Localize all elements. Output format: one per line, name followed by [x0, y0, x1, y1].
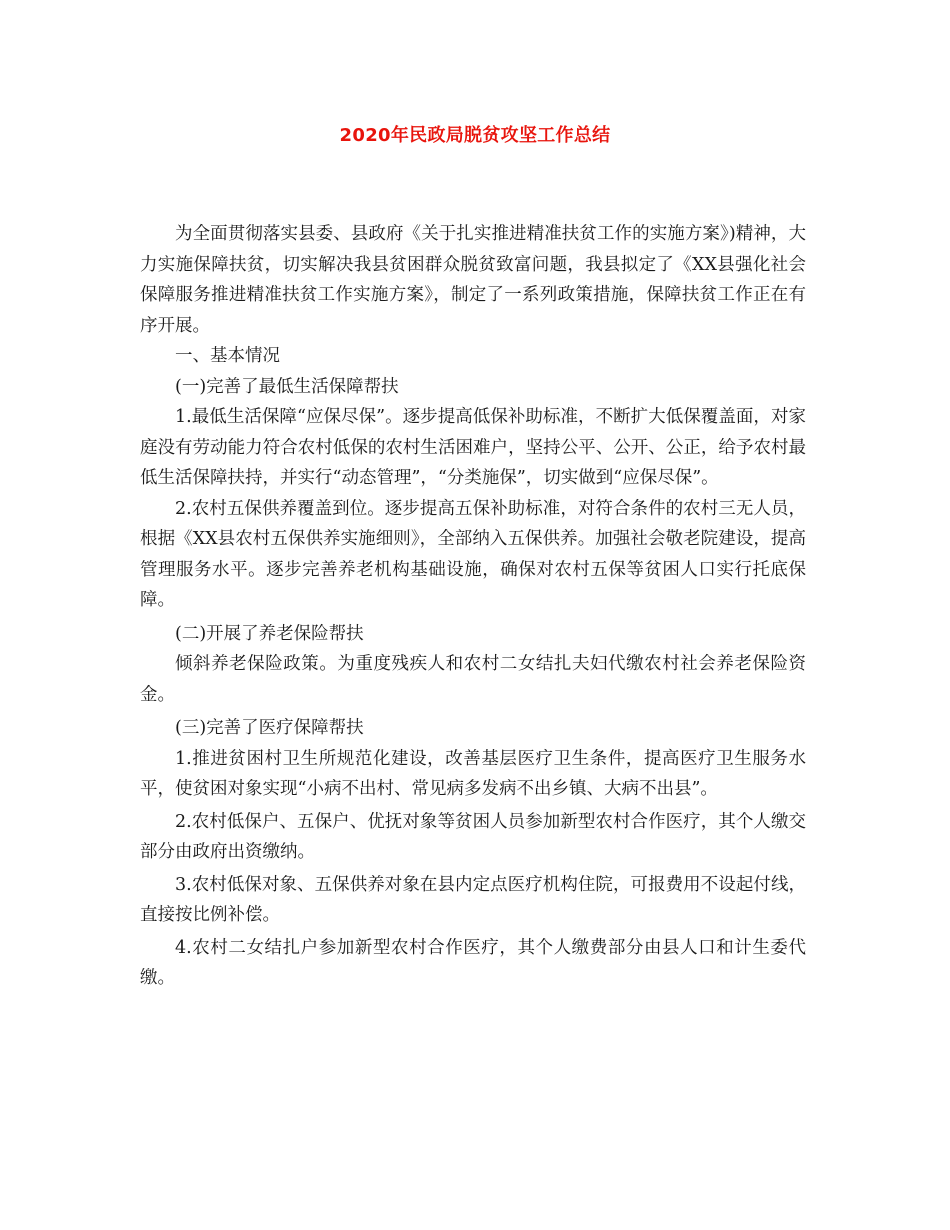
paragraph-item: 2.农村五保供养覆盖到位。逐步提高五保补助标准，对符合条件的农村三无人员，根据《XX县农村五保供养实施细则》，全部纳入五保供养。加强社会敬老院建设，提高管理服务水平。逐步完善养老机构基础设施，确保对农村五保等贫困人口实行托底保障。 — [140, 498, 806, 610]
paragraph-intro: 为全面贯彻落实县委、县政府《关于扎实推进精准扶贫工作的实施方案》)精神，大力实施保障扶贫，切实解决我县贫困群众脱贫致富问题，我县拟定了《XX县强化社会保障服务推进精准扶贫工作实施方案》，制定了一系列政策措施，保障扶贫工作正在有序开展。 — [140, 224, 806, 336]
paragraph-item: 1.最低生活保障“应保尽保”。逐步提高低保补助标准，不断扩大低保覆盖面，对家庭没有劳动能力符合农村低保的农村生活困难户，坚持公平、公开、公正，给予农村最低生活保障扶持，并实行“动态管理”，“分类施保”，切实做到“应保尽保”。 — [140, 407, 806, 488]
paragraph-item: 3.农村低保对象、五保供养对象在县内定点医疗机构住院，可报费用不设起付线，直接按比例补偿。 — [140, 874, 806, 925]
subsection-heading: (一)完善了最低生活保障帮扶 — [175, 376, 399, 397]
document-body — [140, 219, 806, 994]
paragraph-item: 1.推进贫困村卫生所规范化建设，改善基层医疗卫生条件，提高医疗卫生服务水平，使贫困对象实现“小病不出村、常见病多发病不出乡镇、大病不出县”。 — [140, 748, 806, 799]
subsection-heading: (二)开展了养老保险帮扶 — [175, 623, 364, 644]
document-title: 2020年民政局脱贫攻坚工作总结 — [339, 125, 611, 146]
paragraph-item: 4.农村二女结扎户参加新型农村合作医疗，其个人缴费部分由县人口和计生委代缴。 — [140, 937, 806, 988]
paragraph-item: 2.农村低保户、五保户、优抚对象等贫困人员参加新型农村合作医疗，其个人缴交部分由政府出资缴纳。 — [140, 811, 806, 862]
subsection-heading: (三)完善了医疗保障帮扶 — [175, 718, 364, 738]
section-heading: 一、基本情况 — [175, 346, 280, 366]
paragraph-item: 倾斜养老保险政策。为重度残疾人和农村二女结扎夫妇代缴农村社会养老保险资金。 — [140, 654, 806, 705]
